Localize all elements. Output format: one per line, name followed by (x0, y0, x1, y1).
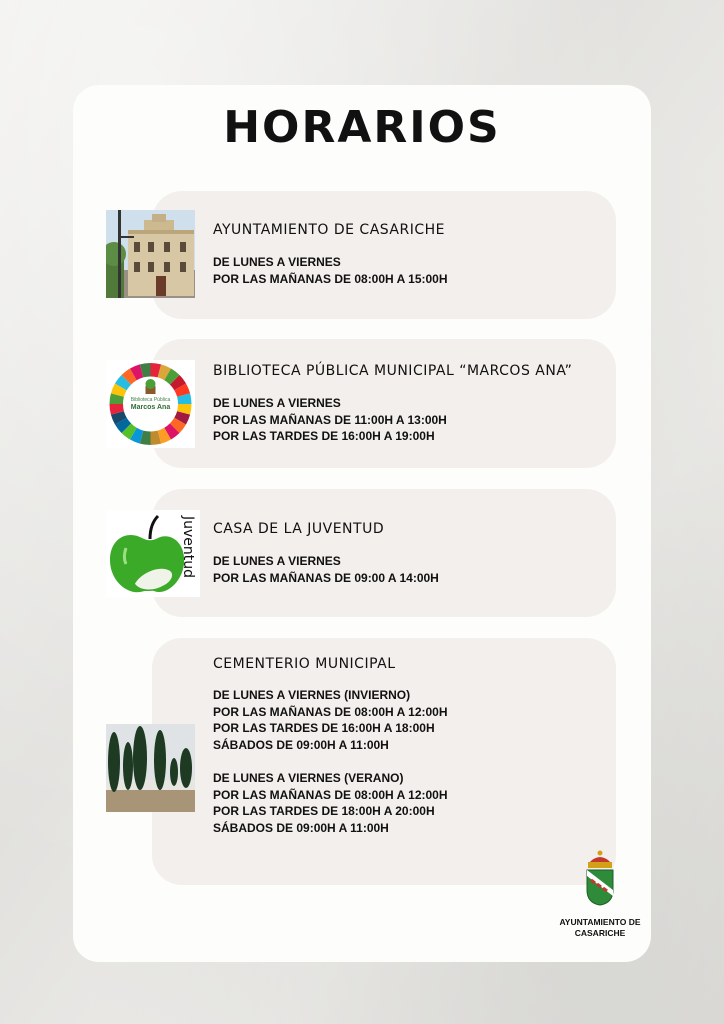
cemetery-photo (106, 724, 195, 812)
page-title: HORARIOS (223, 102, 501, 153)
section-heading: CEMENTERIO MUNICIPAL (213, 656, 396, 672)
schedule-line: POR LAS MAÑANAS DE 08:00H A 15:00H (213, 271, 448, 286)
schedule-line: POR LAS MAÑANAS DE 08:00H A 12:00H (213, 787, 448, 802)
library-logo (106, 360, 195, 448)
schedule-line: POR LAS MAÑANAS DE 08:00H A 12:00H (213, 704, 448, 719)
schedule-line: SÁBADOS DE 09:00H A 11:00H (213, 820, 389, 835)
town-hall-photo (106, 210, 195, 298)
schedule-lines (213, 553, 439, 586)
schedule-line: POR LAS MAÑANAS DE 09:00 A 14:00H (213, 570, 439, 585)
schedule-lines (213, 254, 448, 287)
youth-logo-text: Juventud (180, 516, 196, 579)
library-logo-text: Marcos Ana (130, 404, 171, 411)
schedule-line: DE LUNES A VIERNES (213, 255, 341, 269)
library-logo-text: Biblioteca Pública (130, 397, 171, 403)
schedule-line: POR LAS MAÑANAS DE 11:00H A 13:00H (213, 412, 447, 427)
youth-apple-logo (106, 510, 200, 597)
schedule-line: DE LUNES A VIERNES (VERANO) (213, 771, 404, 785)
schedule-line: DE LUNES A VIERNES (213, 396, 341, 410)
schedule-line: DE LUNES A VIERNES (INVIERNO) (213, 688, 411, 702)
schedule-line: POR LAS TARDES DE 16:00H A 18:00H (213, 721, 435, 735)
section-heading: CASA DE LA JUVENTUD (213, 521, 385, 537)
schedule-line: POR LAS TARDES DE 16:00H A 19:00H (213, 429, 435, 443)
schedule-line: SÁBADOS DE 09:00H A 11:00H (213, 737, 389, 752)
footer-caption-line: CASARICHE (574, 928, 626, 938)
schedule-line: DE LUNES A VIERNES (213, 554, 341, 568)
section-heading: BIBLIOTECA PÚBLICA MUNICIPAL “MARCOS ANA” (213, 363, 573, 379)
coat-of-arms (583, 850, 617, 906)
section-panel-cementerio (152, 638, 616, 885)
section-heading: AYUNTAMIENTO DE CASARICHE (213, 222, 446, 238)
schedule-lines (213, 395, 447, 445)
schedule-line: POR LAS TARDES DE 18:00H A 20:00H (213, 804, 435, 818)
footer-caption (548, 917, 652, 939)
footer-caption-line: AYUNTAMIENTO DE (559, 917, 641, 927)
schedule-lines-winter (213, 687, 448, 753)
schedule-lines-summer (213, 770, 448, 836)
